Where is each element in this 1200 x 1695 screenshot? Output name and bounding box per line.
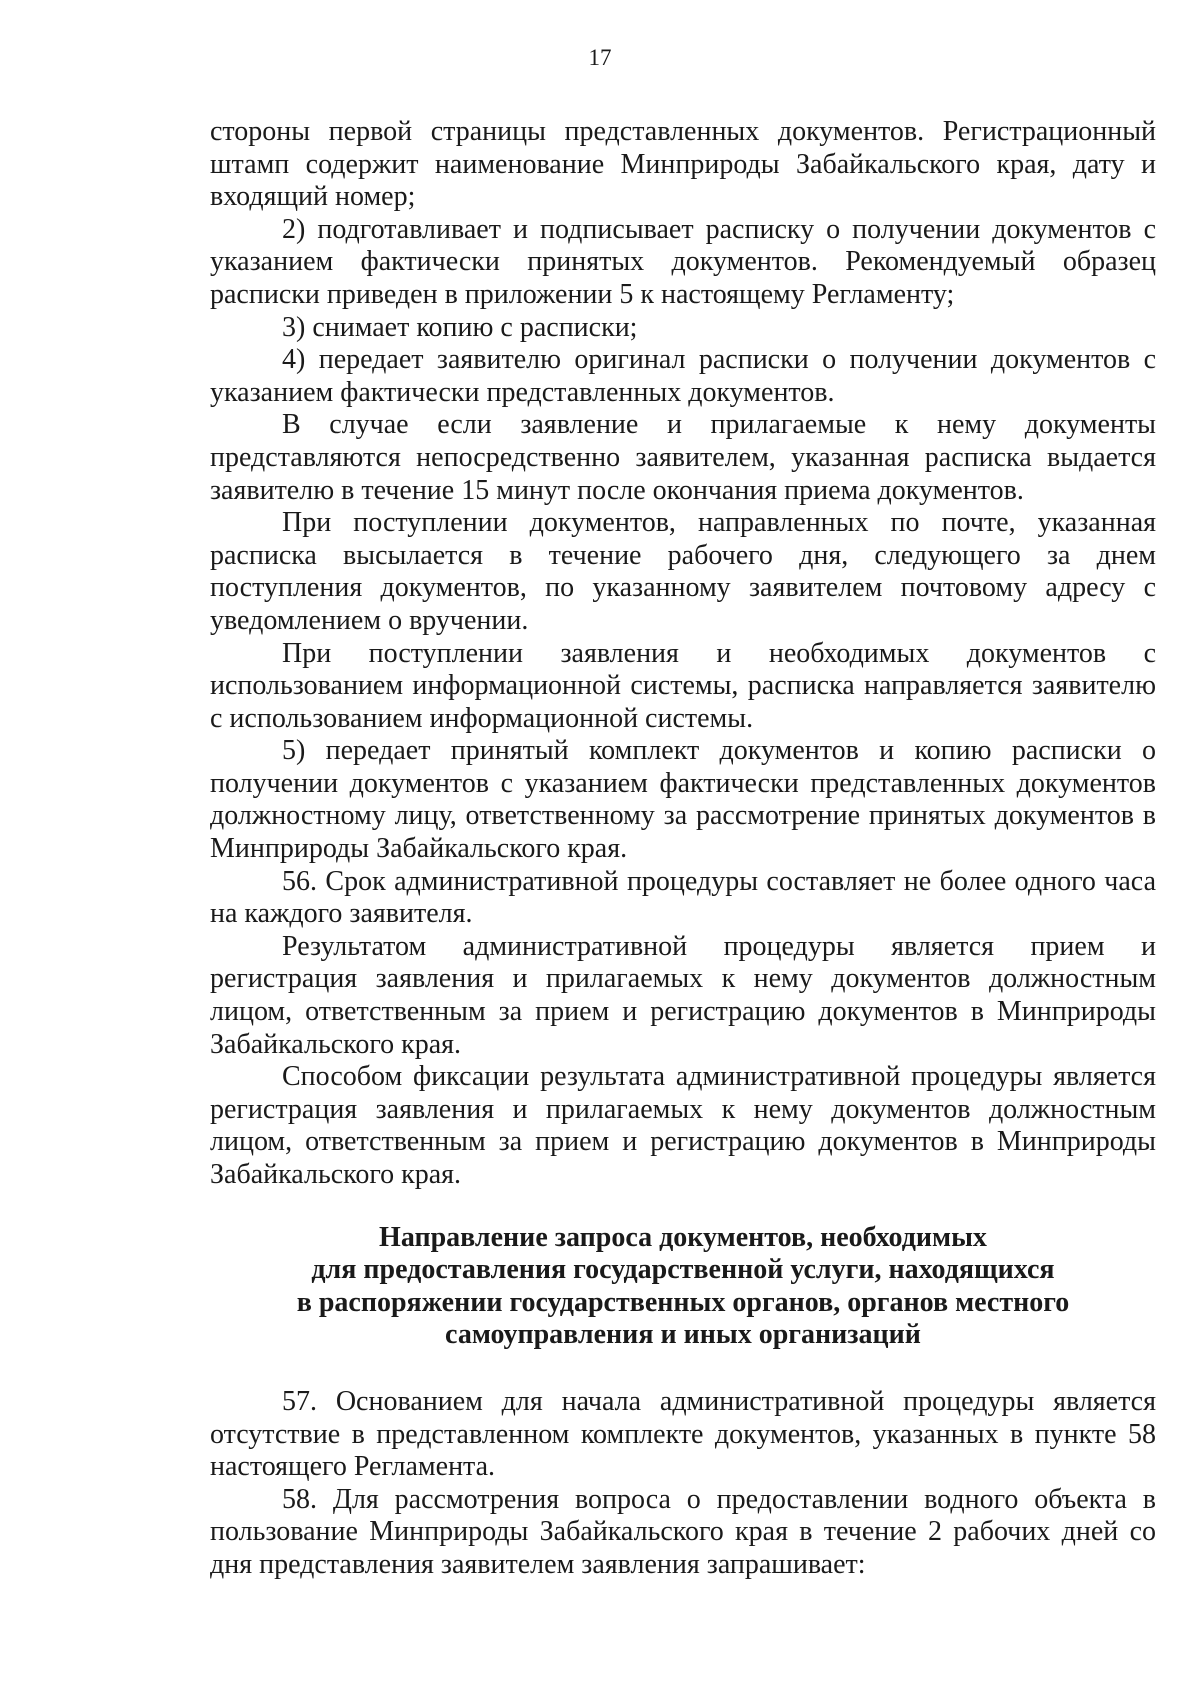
paragraph-item-5: 5) передает принятый комплект документов и копию расписки о получении документов с указанием фактически представленных документов должностному лицу, ответственному за рассмотрение принятых документов в Минприроды Забайкальского края. [210,735,1156,865]
paragraph-continuation: стороны первой страницы представленных документов. Регистрационный штамп содержит наименование Минприроды Забайкальского края, дату и входящий номер; [210,116,1156,213]
paragraph-58: 58. Для рассмотрения вопроса о предоставлении водного объекта в пользование Минприроды Забайкальского края в течение 2 рабочих дней со дня представления заявителем заявления запрашивает: [210,1483,1156,1580]
page-number: 17 [588,45,612,70]
paragraph-item-4: 4) передает заявителю оригинал расписки о получении документов с указанием фактически представленных документов. [210,344,1156,408]
paragraph-item-3: 3) снимает копию с расписки; [282,311,638,343]
paragraph-electronic-submission: При поступлении заявления и необходимых документов с использованием информационной системы, расписка направляется заявителю с использованием информационной системы. [210,637,1156,734]
paragraph-fixation: Способом фиксации результата административной процедуры является регистрация заявления и прилагаемых к нему документов должностным лицом, ответственным за прием и регистрацию документов в Минприроды Забайкальского края. [210,1061,1156,1190]
section-heading-line: Направление запроса документов, необходимых [379,1221,987,1253]
section-heading-line: для предоставления государственной услуги, находящихся [311,1254,1055,1286]
section-heading-line: самоуправления и иных организаций [445,1319,921,1351]
document-body [210,116,1156,1582]
section-heading-line: в распоряжении государственных органов, органов местного [296,1286,1070,1318]
paragraph-item-2: 2) подготавливает и подписывает расписку о получении документов с указанием фактически принятых документов. Рекомендуемый образец расписки приведен в приложении 5 к настоящему Регламенту; [210,213,1156,310]
paragraph-result: Результатом административной процедуры является прием и регистрация заявления и прилагаемых к нему документов должностным лицом, ответственным за прием и регистрацию документов в Минприроды Забайкальского края. [210,930,1156,1060]
paragraph-57: 57. Основанием для начала административной процедуры является отсутствие в представленном комплекте документов, указанных в пункте 58 настоящего Регламента. [210,1385,1156,1483]
paragraph-postal-submission: При поступлении документов, направленных по почте, указанная расписка высылается в течение рабочего дня, следующего за днем поступления документов, по указанному заявителем почтовому адресу с уведомлением о вручении. [210,507,1156,636]
paragraph-direct-submission: В случае если заявление и прилагаемые к нему документы представляются непосредственно заявителем, указанная расписка выдается заявителю в течение 15 минут после окончания приема документов. [210,409,1156,506]
paragraph-56: 56. Срок административной процедуры составляет не более одного часа на каждого заявителя. [210,865,1156,930]
section-heading [210,1222,1156,1352]
